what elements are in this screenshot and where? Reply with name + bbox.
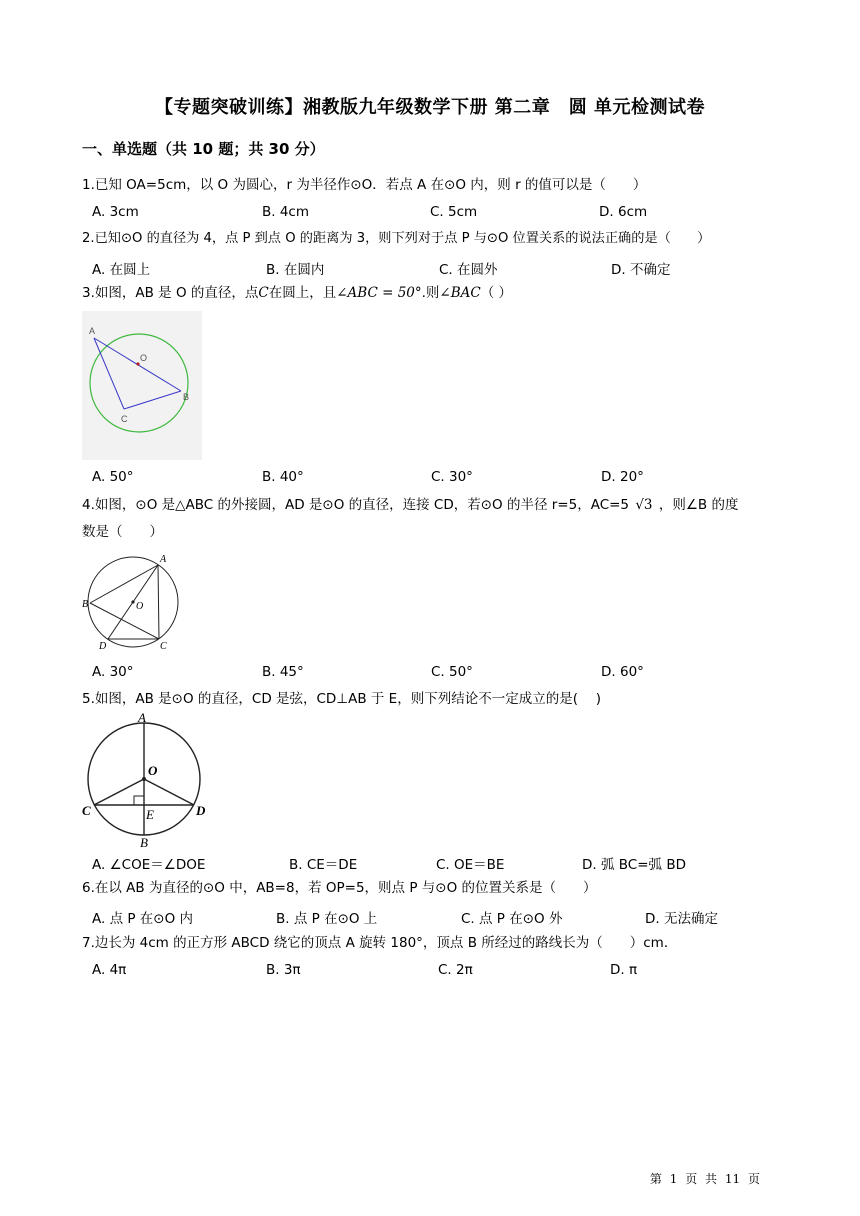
- option-b[interactable]: B. 40°: [262, 469, 304, 485]
- option-d[interactable]: D. 60°: [601, 664, 644, 680]
- center-point: [142, 777, 146, 781]
- option-d[interactable]: D. 6cm: [599, 204, 648, 220]
- label-o: O: [140, 353, 148, 363]
- option-b[interactable]: B. 4cm: [262, 204, 310, 220]
- label-a: A: [138, 711, 146, 725]
- option-d[interactable]: D. 不确定: [611, 262, 671, 278]
- center-point: [131, 600, 134, 603]
- option-c[interactable]: C. 5cm: [430, 204, 478, 220]
- option-c[interactable]: C. 2π: [438, 962, 473, 978]
- option-b[interactable]: B. 3π: [266, 962, 301, 978]
- label-c: C: [121, 414, 128, 424]
- option-c[interactable]: C. 点 P 在⊙O 外: [461, 911, 563, 927]
- option-b[interactable]: B. 45°: [262, 664, 304, 680]
- question-3: 3.如图，AB 是 O 的直径，点C在圆上，且∠ABC = 50°.则∠BAC（ ）: [82, 285, 513, 301]
- label-b: B: [140, 835, 148, 850]
- option-b[interactable]: B. CE＝DE: [289, 857, 358, 873]
- option-a[interactable]: A. 4π: [92, 962, 127, 978]
- label-o: O: [148, 763, 158, 778]
- current-page-number: 1: [669, 1172, 678, 1186]
- figure-3-circle-triangle: [82, 311, 202, 460]
- option-c[interactable]: C. 30°: [431, 469, 473, 485]
- label-a: A: [160, 554, 167, 565]
- option-a[interactable]: A. 3cm: [92, 204, 139, 220]
- label-c: C: [82, 803, 91, 818]
- option-b[interactable]: B. 点 P 在⊙O 上: [276, 911, 378, 927]
- label-b: B: [82, 599, 89, 610]
- label-c: C: [160, 641, 167, 652]
- option-c[interactable]: C. OE＝BE: [436, 857, 505, 873]
- option-d[interactable]: D. 无法确定: [645, 911, 718, 927]
- options-2: [92, 258, 782, 280]
- option-d[interactable]: D. π: [610, 962, 638, 978]
- options-4: [92, 664, 782, 686]
- option-a[interactable]: A. 30°: [92, 664, 134, 680]
- options-6: [92, 907, 782, 929]
- question-4-line-2: 数是（ ）: [82, 524, 163, 540]
- question-1: 1.已知 OA=5cm，以 O 为圆心，r 为半径作⊙O．若点 A 在⊙O 内，则 r 的值可以是（ ）: [82, 177, 647, 193]
- right-angle-mark: [134, 796, 144, 805]
- option-b[interactable]: B. 在圆内: [266, 262, 325, 278]
- options-7: [92, 962, 782, 984]
- option-d[interactable]: D. 弧 BC=弧 BD: [582, 857, 686, 873]
- segment-ac: [158, 565, 159, 639]
- label-d: D: [99, 641, 107, 652]
- option-c[interactable]: C. 在圆外: [439, 262, 498, 278]
- total-page-count: 11: [724, 1172, 741, 1186]
- label-d: D: [196, 803, 206, 818]
- label-a: A: [89, 326, 96, 336]
- sqrt-3: √3: [635, 497, 653, 513]
- page-title: 【专题突破训练】湘教版九年级数学下册 第二章 圆 单元检测试卷: [154, 97, 706, 118]
- question-6: 6.在以 AB 为直径的⊙O 中，AB=8，若 OP=5，则点 P 与⊙O 的位置关系是（ ）: [82, 880, 597, 896]
- option-d[interactable]: D. 20°: [601, 469, 644, 485]
- options-1: [92, 204, 782, 226]
- option-a[interactable]: A. ∠COE＝∠DOE: [92, 857, 206, 873]
- label-o: O: [136, 601, 144, 612]
- segment-oc: [94, 779, 144, 805]
- label-b: B: [183, 392, 190, 402]
- options-5: [92, 853, 782, 875]
- label-e: E: [146, 807, 154, 822]
- option-a[interactable]: A. 50°: [92, 469, 134, 485]
- page-footer: 第 1 页 共 11 页: [649, 1172, 760, 1186]
- question-5: 5.如图，AB 是⊙O 的直径，CD 是弦，CD⊥AB 于 E，则下列结论不一定成立的是( ): [82, 691, 602, 707]
- figure-5-chord-diameter: [80, 711, 210, 851]
- question-4: 4.如图，⊙O 是△ABC 的外接圆，AD 是⊙O 的直径，连接 CD，若⊙O 的半径 r=5，AC=5 √3 ，则∠B 的度: [82, 497, 739, 513]
- segment-od: [144, 779, 194, 805]
- option-a[interactable]: A. 点 P 在⊙O 内: [92, 911, 194, 927]
- section-heading: 一、单选题（共 10 题；共 30 分）: [82, 140, 325, 158]
- option-a[interactable]: A. 在圆上: [92, 262, 151, 278]
- question-2: 2.已知⊙O 的直径为 4，点 P 到点 O 的距离为 3，则下列对于点 P 与⊙O 位置关系的说法正确的是（ ）: [82, 231, 711, 246]
- question-7: 7.边长为 4cm 的正方形 ABCD 绕它的顶点 A 旋转 180°，顶点 B 所经过的路线长为（ ）cm．: [82, 935, 678, 951]
- option-c[interactable]: C. 50°: [431, 664, 473, 680]
- options-3: [92, 469, 782, 491]
- figure-4-circumscribed-circle: [82, 553, 184, 653]
